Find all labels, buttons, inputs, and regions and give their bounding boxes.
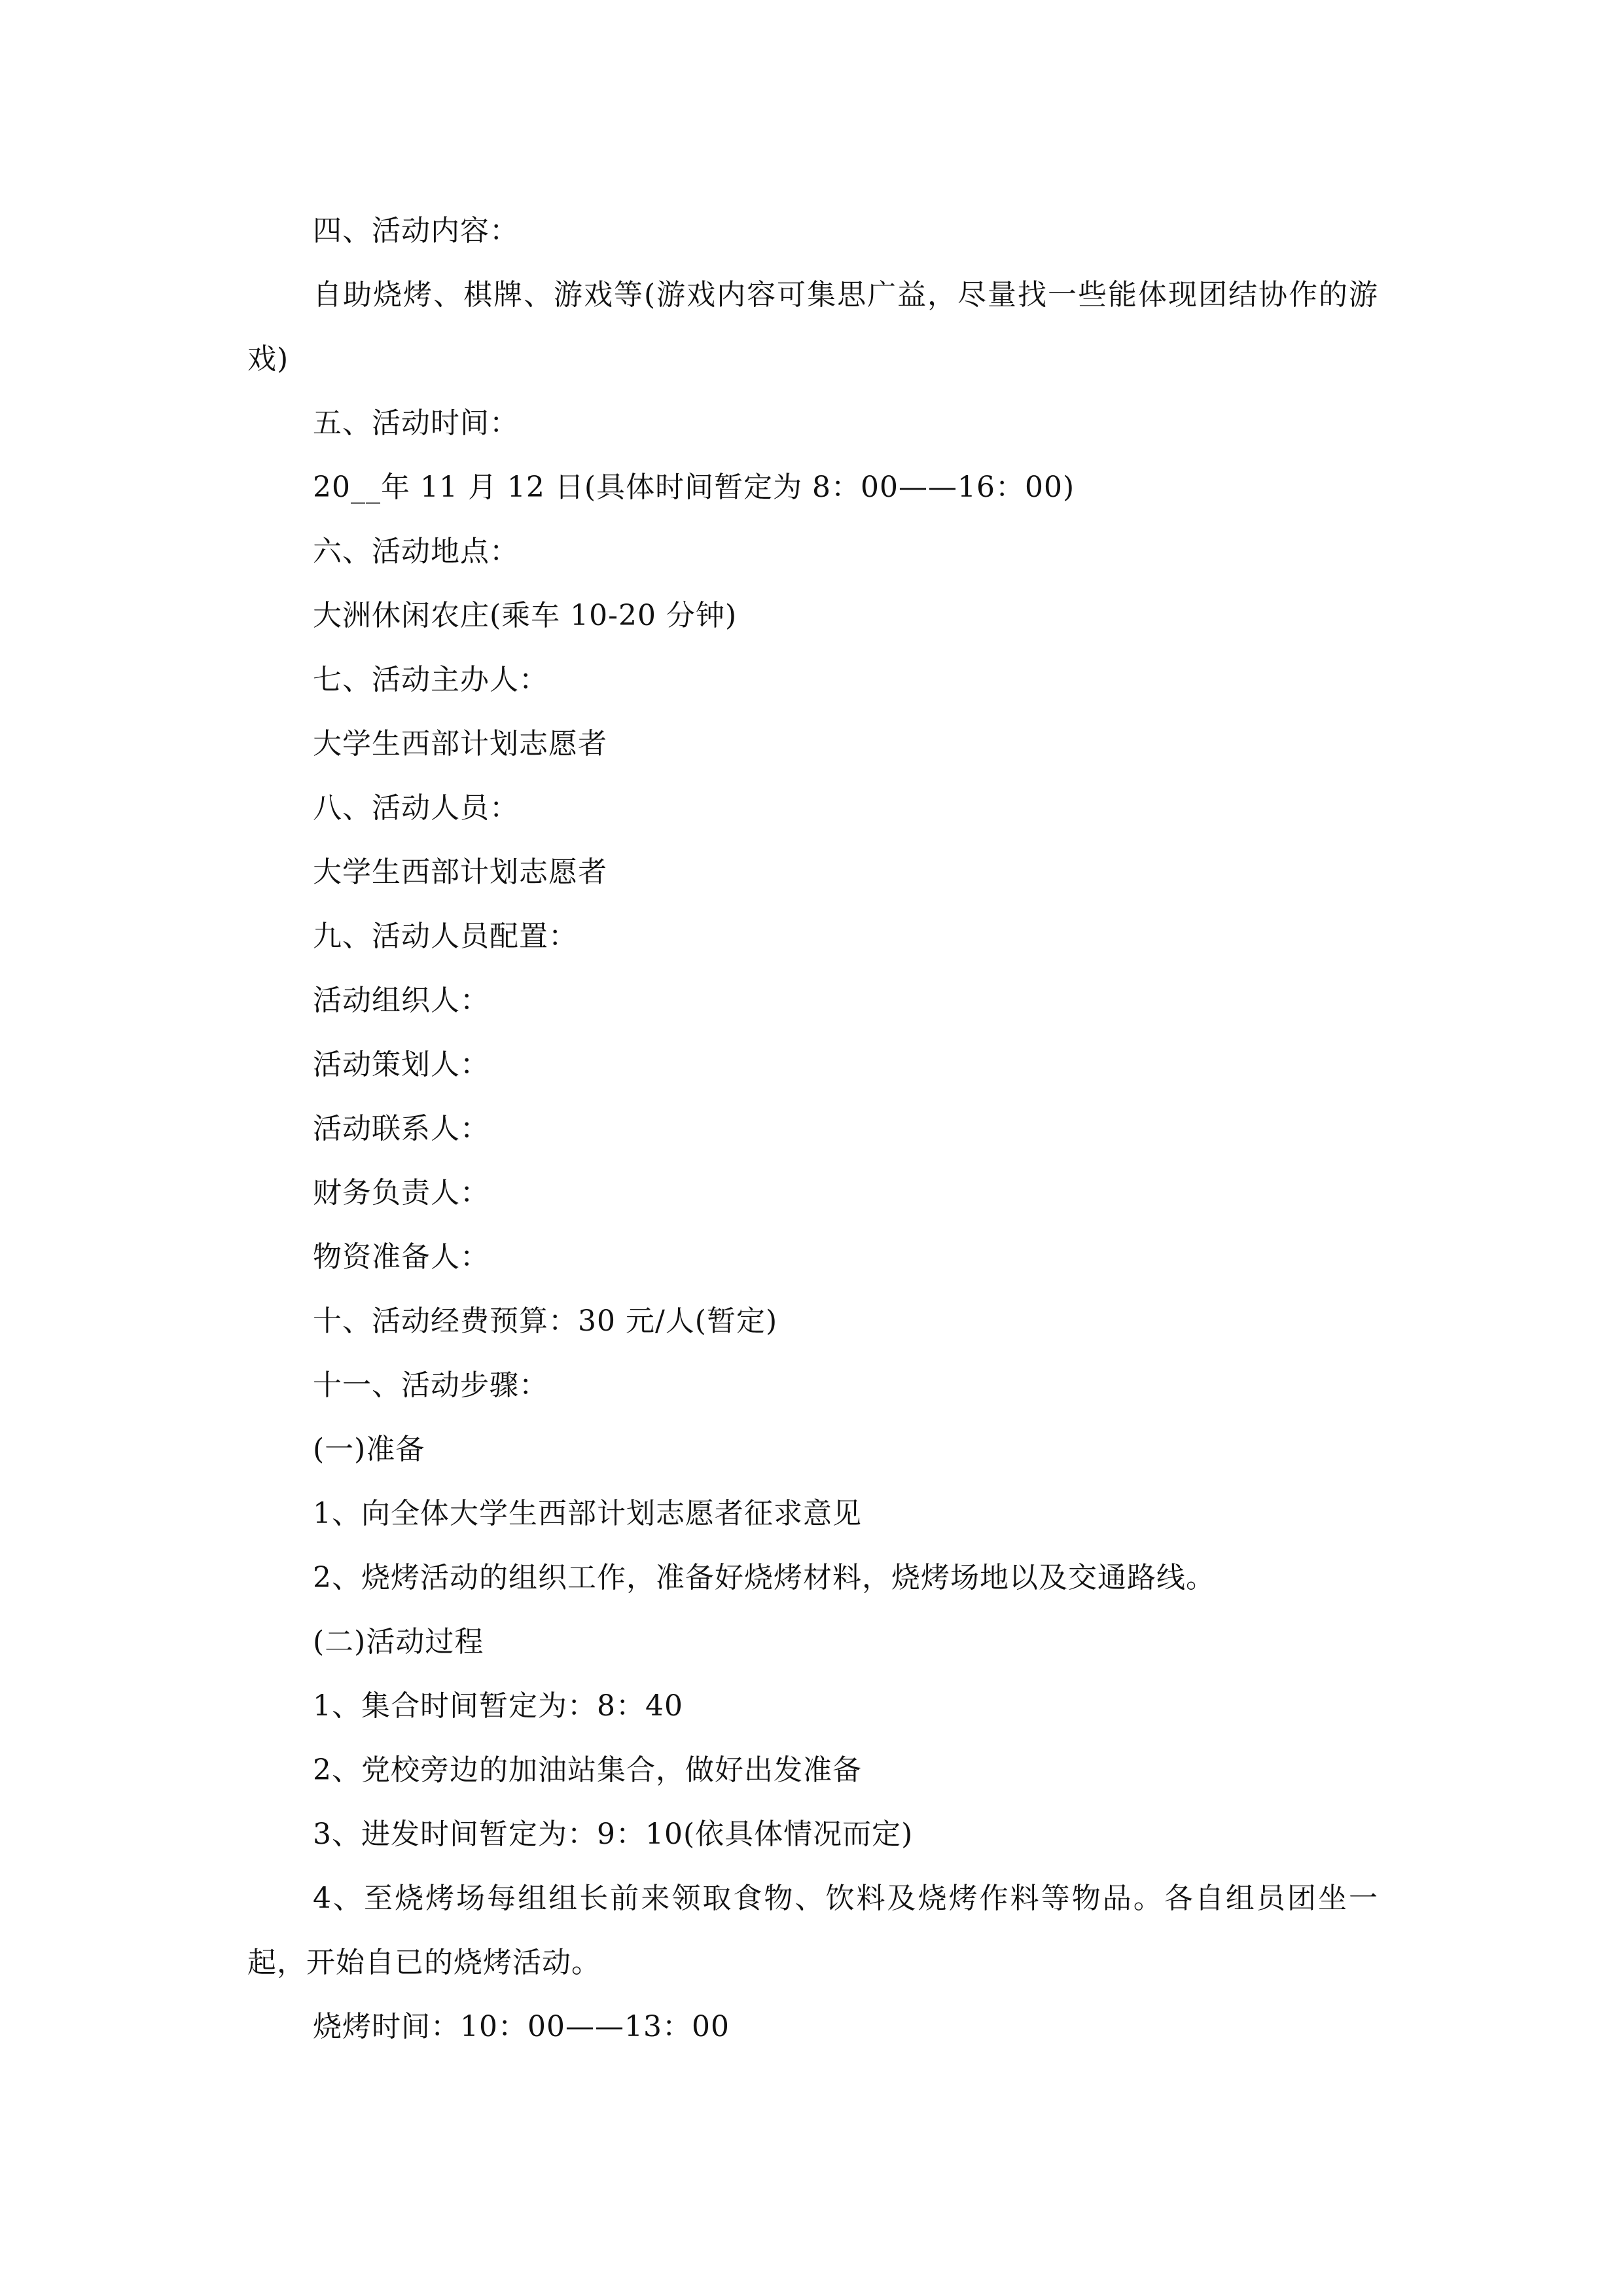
paragraph-location: 大洲休闲农庄(乘车 10-20 分钟): [313, 599, 738, 632]
list-item: 2、党校旁边的加油站集合，做好出发准备: [313, 1753, 862, 1787]
subheading-process: (二)活动过程: [313, 1625, 484, 1659]
staff-contact: 活动联系人：: [313, 1112, 490, 1145]
section-heading-content: 四、活动内容：: [313, 214, 519, 247]
staff-finance: 财务负责人：: [313, 1176, 490, 1210]
section-heading-budget: 十、活动经费预算：30 元/人(暂定): [313, 1304, 778, 1338]
staff-planner: 活动策划人：: [313, 1048, 490, 1081]
section-heading-organizer: 七、活动主办人：: [313, 663, 548, 696]
paragraph-time: 20__年 11 月 12 日(具体时间暂定为 8：00——16：00): [313, 471, 1075, 504]
section-heading-steps: 十一、活动步骤：: [313, 1369, 548, 1402]
paragraph-content: 自助烧烤、棋牌、游戏等(游戏内容可集思广益，尽量找一些能体现团结协作的游戏): [247, 278, 1378, 376]
staff-organizer: 活动组织人：: [313, 984, 490, 1017]
list-item: 3、进发时间暂定为：9：10(依具体情况而定): [313, 1818, 914, 1851]
document-body: [247, 199, 1378, 2059]
list-item: 1、集合时间暂定为：8：40: [313, 1689, 683, 1723]
paragraph-bbq-time: 烧烤时间：10：00——13：00: [313, 2010, 730, 2043]
list-item: 2、烧烤活动的组织工作，准备好烧烤材料，烧烤场地以及交通路线。: [313, 1561, 1215, 1594]
subheading-preparation: (一)准备: [313, 1433, 425, 1466]
section-heading-staffing: 九、活动人员配置：: [313, 920, 578, 953]
section-heading-participants: 八、活动人员：: [313, 791, 519, 825]
paragraph-participants: 大学生西部计划志愿者: [313, 855, 607, 889]
section-heading-time: 五、活动时间：: [313, 406, 519, 440]
section-heading-location: 六、活动地点：: [313, 535, 519, 568]
list-item: 1、向全体大学生西部计划志愿者征求意见: [313, 1497, 862, 1530]
list-item: 4、至烧烤场每组组长前来领取食物、饮料及烧烤作料等物品。各自组员团坐一起，开始自已的烧烤活动。: [247, 1882, 1378, 1979]
staff-supplies: 物资准备人：: [313, 1240, 490, 1274]
paragraph-organizer: 大学生西部计划志愿者: [313, 727, 607, 761]
